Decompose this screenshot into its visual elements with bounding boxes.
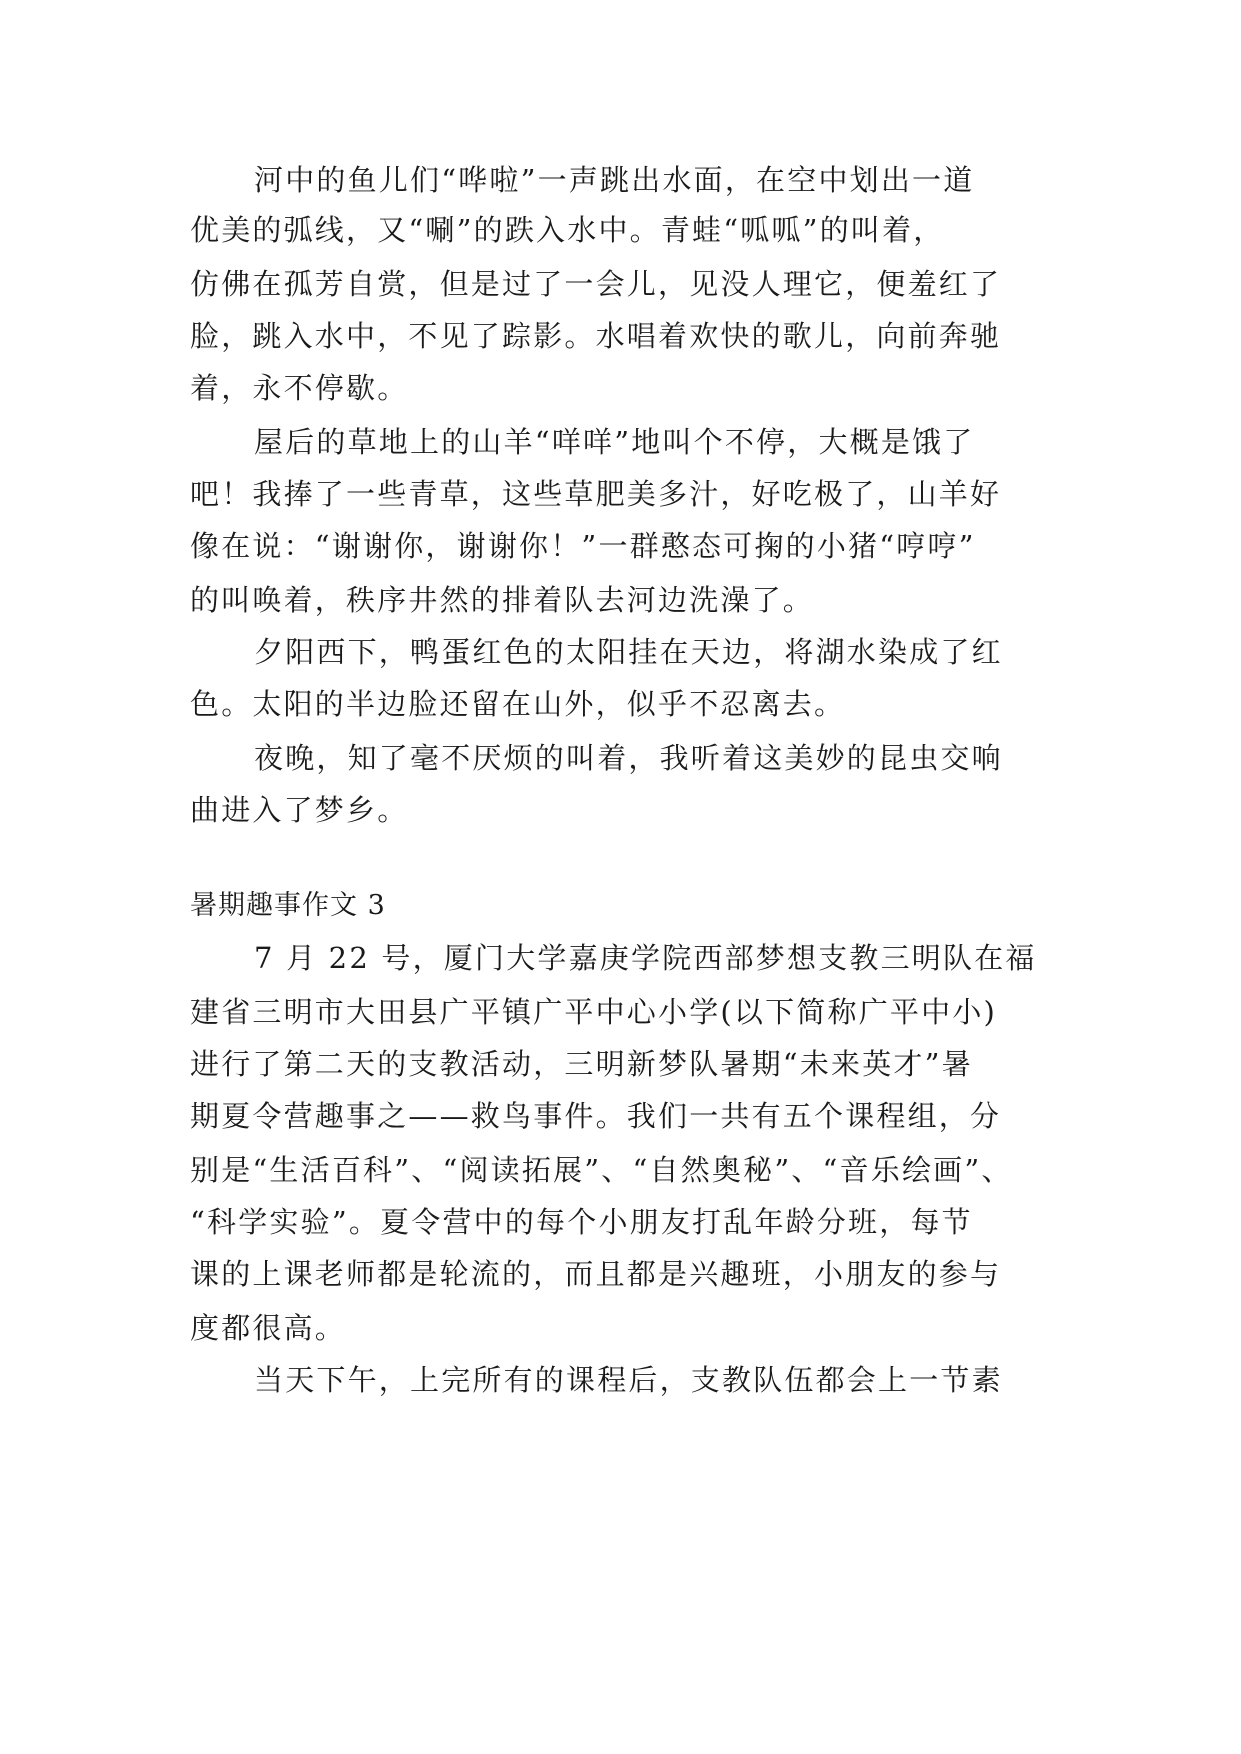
paragraph-line: 期夏令营趣事之——救鸟事件。我们一共有五个课程组，分 [190, 1099, 1002, 1133]
paragraph-line: 度都很高。 [190, 1311, 347, 1345]
paragraph-line: 7 月 22 号，厦门大学嘉庚学院西部梦想支教三明队在福 [254, 941, 1037, 975]
paragraph-line: “科学实验”。夏令营中的每个小朋友打乱年龄分班，每节 [190, 1205, 973, 1239]
paragraph-line: 进行了第二天的支教活动，三明新梦队暑期“未来英才”暑 [190, 1047, 973, 1081]
paragraph-line: 当天下午，上完所有的课程后，支教队伍都会上一节素 [254, 1363, 1003, 1397]
paragraph-line: 色。太阳的半边脸还留在山外，似乎不忍离去。 [190, 687, 846, 721]
paragraph-line: 河中的鱼儿们“哗啦”一声跳出水面，在空中划出一道 [254, 163, 975, 197]
section-heading: 暑期趣事作文 3 [190, 890, 386, 921]
paragraph-line: 的叫唤着，秩序井然的排着队去河边洗澡了。 [190, 583, 815, 617]
paragraph-line: 屋后的草地上的山羊“咩咩”地叫个不停，大概是饿了 [254, 425, 975, 459]
paragraph-line: 别是“生活百科”、“阅读拓展”、“自然奥秘”、“音乐绘画”、 [190, 1153, 1013, 1187]
paragraph-line: 课的上课老师都是轮流的，而且都是兴趣班，小朋友的参与 [190, 1257, 1002, 1291]
paragraph-line: 仿佛在孤芳自赏，但是过了一会儿，见没人理它，便羞红了 [190, 267, 1002, 301]
paragraph-line: 曲进入了梦乡。 [190, 793, 409, 827]
paragraph-line: 优美的弧线，又“唰”的跌入水中。青蛙“呱呱”的叫着， [190, 213, 945, 247]
paragraph-line: 吧！我捧了一些青草，这些草肥美多汁，好吃极了，山羊好 [190, 477, 1002, 511]
paragraph-line: 像在说：“谢谢你，谢谢你！”一群憨态可掬的小猪“哼哼” [190, 529, 976, 563]
paragraph-line: 建省三明市大田县广平镇广平中心小学(以下简称广平中小) [190, 995, 998, 1029]
paragraph-line: 着，永不停歇。 [190, 371, 409, 405]
paragraph-line: 脸，跳入水中，不见了踪影。水唱着欢快的歌儿，向前奔驰 [190, 319, 1002, 353]
paragraph-line: 夕阳西下，鸭蛋红色的太阳挂在天边，将湖水染成了红 [254, 635, 1003, 669]
paragraph-line: 夜晚，知了毫不厌烦的叫着，我听着这美妙的昆虫交响 [254, 741, 1003, 775]
